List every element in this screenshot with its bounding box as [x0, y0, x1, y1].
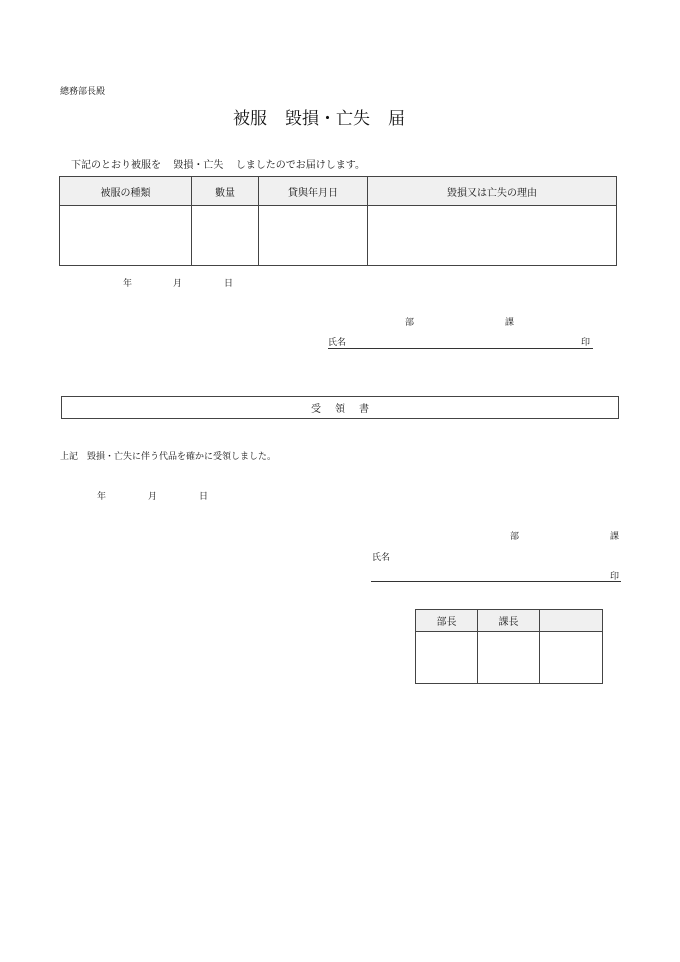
addressee: 總務部長殿 [60, 87, 106, 97]
receipt-heading-box [61, 396, 619, 419]
header-reason: 毀損又は亡失の理由 [368, 177, 617, 206]
approval-header-row [416, 610, 603, 632]
cell-issue-date[interactable] [259, 206, 368, 266]
cell-quantity[interactable] [192, 206, 259, 266]
receipt-statement: 上記 毀損・亡失に伴う代品を確かに受領しました。 [60, 452, 277, 462]
approval-stamp-blank[interactable] [540, 632, 603, 684]
header-issue-date: 貸與年月日 [259, 177, 368, 206]
request-year-label: 年 [123, 279, 133, 289]
intro-sentence [71, 156, 365, 171]
approval-stamp-row [416, 632, 603, 684]
header-item-type: 被服の種類 [60, 177, 192, 206]
intro-suffix: しましたのでお届けします。 [235, 160, 365, 171]
approval-header-dept-head: 部長 [416, 610, 478, 632]
receipt-seal-label: 印 [610, 572, 620, 582]
receipt-title: 受領書 [311, 404, 383, 415]
request-name-label: 氏名 [328, 338, 347, 348]
header-quantity: 數量 [192, 177, 259, 206]
approval-stamp-section-head[interactable] [478, 632, 540, 684]
receipt-section-label: 課 [610, 532, 620, 542]
table-header-row [60, 177, 617, 206]
request-seal-label: 印 [581, 338, 591, 348]
title-part-3: 届 [388, 109, 405, 129]
request-day-label: 日 [224, 279, 234, 289]
table-row [60, 206, 617, 266]
receipt-year-label: 年 [97, 492, 107, 502]
approval-header-blank [540, 610, 603, 632]
approval-header-section-head: 課長 [478, 610, 540, 632]
form-title [233, 104, 405, 129]
receipt-name-underline [371, 581, 621, 582]
cell-item-type[interactable] [60, 206, 192, 266]
receipt-day-label: 日 [199, 492, 209, 502]
receipt-name-label: 氏名 [372, 553, 391, 563]
request-name-underline [328, 348, 593, 349]
title-part-2: 毀損・亡失 [285, 109, 370, 129]
request-dept-label: 部 [405, 318, 415, 328]
receipt-month-label: 月 [148, 492, 158, 502]
intro-middle: 毀損・亡失 [173, 160, 224, 171]
intro-prefix: 下記のとおり被服を [71, 160, 161, 171]
cell-reason[interactable] [368, 206, 617, 266]
approval-stamp-dept-head[interactable] [416, 632, 478, 684]
title-part-1: 被服 [233, 109, 267, 129]
damage-report-table [59, 176, 617, 266]
receipt-dept-label: 部 [510, 532, 520, 542]
approval-stamp-table [415, 609, 603, 684]
request-month-label: 月 [173, 279, 183, 289]
request-section-label: 課 [505, 318, 515, 328]
